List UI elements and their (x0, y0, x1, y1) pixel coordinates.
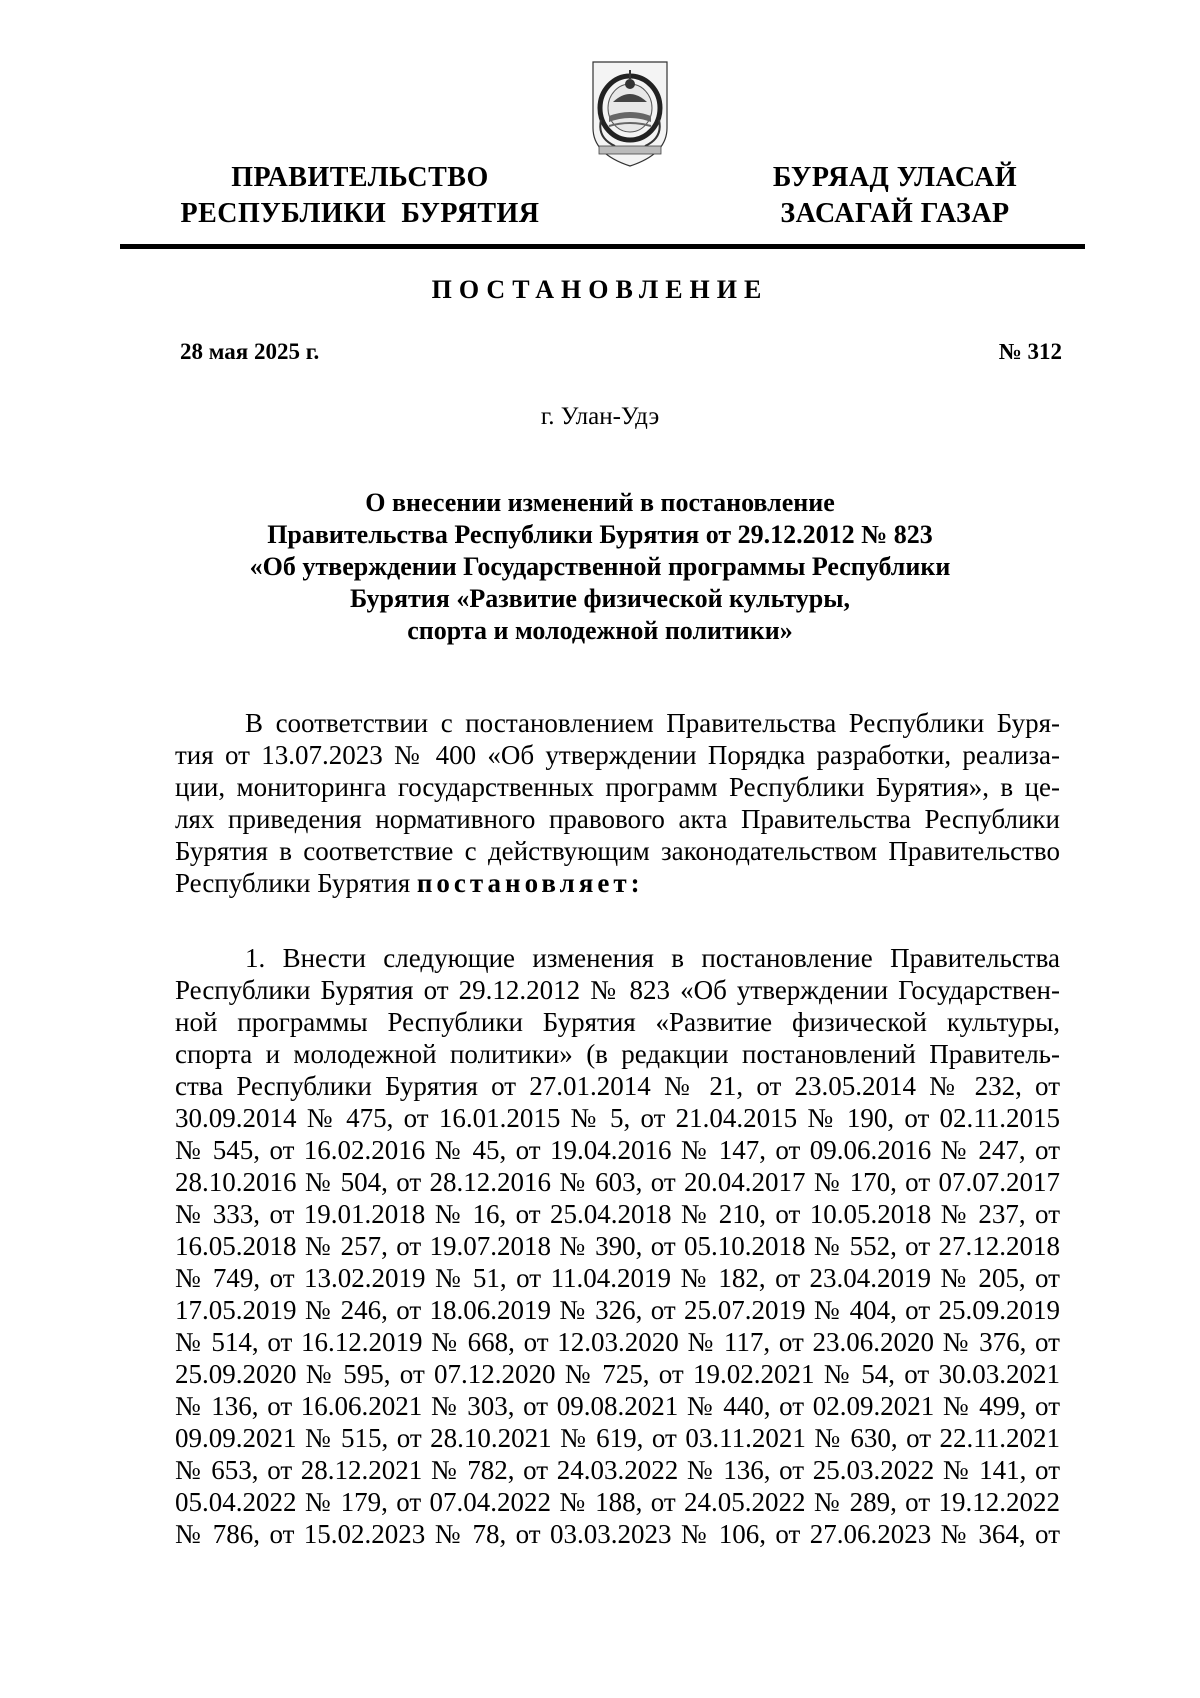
government-name-russian-line1: ПРАВИТЕЛЬСТВО (231, 162, 489, 193)
paragraph-line: № 514, от 16.12.2019 № 668, от 12.03.2020 № 117, от 23.06.2020 № 376, от (175, 1327, 1060, 1357)
paragraph-line-final (175, 867, 1060, 899)
header-divider (120, 244, 1085, 249)
paragraph-line: Бурятия в соответствие с действующим законодательством Правительство (175, 836, 1060, 866)
clause-1-paragraph (175, 942, 1060, 1550)
paragraph-line: тия от 13.07.2023 № 400 «Об утверждении Порядка разработки, реализа- (175, 740, 1060, 770)
paragraph-line: № 786, от 15.02.2023 № 78, от 03.03.2023 № 106, от 27.06.2023 № 364, от (175, 1519, 1060, 1549)
coat-of-arms-emblem (585, 50, 675, 170)
document-title (140, 487, 1060, 647)
preamble-paragraph (175, 707, 1060, 899)
paragraph-line: ции, мониторинга государственных программ Республики Бурятия», в це- (175, 772, 1060, 802)
paragraph-line: 09.09.2021 № 515, от 28.10.2021 № 619, от 03.11.2021 № 630, от 22.11.2021 (175, 1423, 1060, 1453)
government-name-buryat-line2: ЗАСАГАЙ ГАЗАР (780, 198, 1010, 229)
paragraph-line-prefix: Республики Бурятия (175, 868, 417, 898)
paragraph-line: В соответствии с постановлением Правительства Республики Буря- (245, 708, 1060, 738)
title-line: О внесении изменений в постановление (365, 488, 835, 517)
government-name-buryat (745, 160, 1045, 232)
document-city: г. Улан-Удэ (540, 403, 660, 430)
paragraph-line: 30.09.2014 № 475, от 16.01.2015 № 5, от 21.04.2015 № 190, от 02.11.2015 (175, 1103, 1060, 1133)
title-line: спорта и молодежной политики» (407, 616, 793, 645)
paragraph-line: 17.05.2019 № 246, от 18.06.2019 № 326, от 25.07.2019 № 404, от 25.09.2019 (175, 1295, 1060, 1325)
resolution-keyword: постановляет: (416, 868, 644, 898)
document-date: 28 мая 2025 г. (180, 339, 320, 364)
paragraph-line: ства Республики Бурятия от 27.01.2014 № 21, от 23.05.2014 № 232, от (175, 1071, 1060, 1101)
government-name-russian-line2: РЕСПУБЛИКИ БУРЯТИЯ (180, 198, 540, 229)
paragraph-line: спорта и молодежной политики» (в редакции постановлений Правитель- (175, 1039, 1060, 1069)
paragraph-line: 28.10.2016 № 504, от 28.12.2016 № 603, от 20.04.2017 № 170, от 07.07.2017 (175, 1167, 1060, 1197)
government-name-russian (170, 160, 550, 232)
paragraph-line: 1. Внести следующие изменения в постановление Правительства (245, 943, 1060, 973)
paragraph-line: № 545, от 16.02.2016 № 45, от 19.04.2016 № 147, от 09.06.2016 № 247, от (175, 1135, 1060, 1165)
paragraph-line: 16.05.2018 № 257, от 19.07.2018 № 390, от 05.10.2018 № 552, от 27.12.2018 (175, 1231, 1060, 1261)
paragraph-line: лях приведения нормативного правового акта Правительства Республики (175, 804, 1060, 834)
paragraph-line: № 333, от 19.01.2018 № 16, от 25.04.2018 № 210, от 10.05.2018 № 237, от (175, 1199, 1060, 1229)
paragraph-line: Республики Бурятия от 29.12.2012 № 823 «Об утверждении Государствен- (175, 975, 1060, 1005)
paragraph-line: № 136, от 16.06.2021 № 303, от 09.08.2021 № 440, от 02.09.2021 № 499, от (175, 1391, 1060, 1421)
document-type: ПОСТАНОВЛЕНИЕ (431, 275, 769, 304)
paragraph-line: 05.04.2022 № 179, от 07.04.2022 № 188, от 24.05.2022 № 289, от 19.12.2022 (175, 1487, 1060, 1517)
paragraph-line: № 653, от 28.12.2021 № 782, от 24.03.2022 № 136, от 25.03.2022 № 141, от (175, 1455, 1060, 1485)
title-line: «Об утверждении Государственной программы Республики (249, 552, 951, 581)
paragraph-line: № 749, от 13.02.2019 № 51, от 11.04.2019 № 182, от 23.04.2019 № 205, от (175, 1263, 1060, 1293)
paragraph-line: ной программы Республики Бурятия «Развитие физической культуры, (175, 1007, 1060, 1037)
paragraph-line: 25.09.2020 № 595, от 07.12.2020 № 725, от 19.02.2021 № 54, от 30.03.2021 (175, 1359, 1060, 1389)
government-name-buryat-line1: БУРЯАД УЛАСАЙ (772, 162, 1018, 193)
title-line: Правительства Республики Бурятия от 29.12.2012 № 823 (267, 520, 933, 549)
document-number: № 312 (998, 339, 1062, 364)
title-line: Бурятия «Развитие физической культуры, (349, 584, 851, 613)
